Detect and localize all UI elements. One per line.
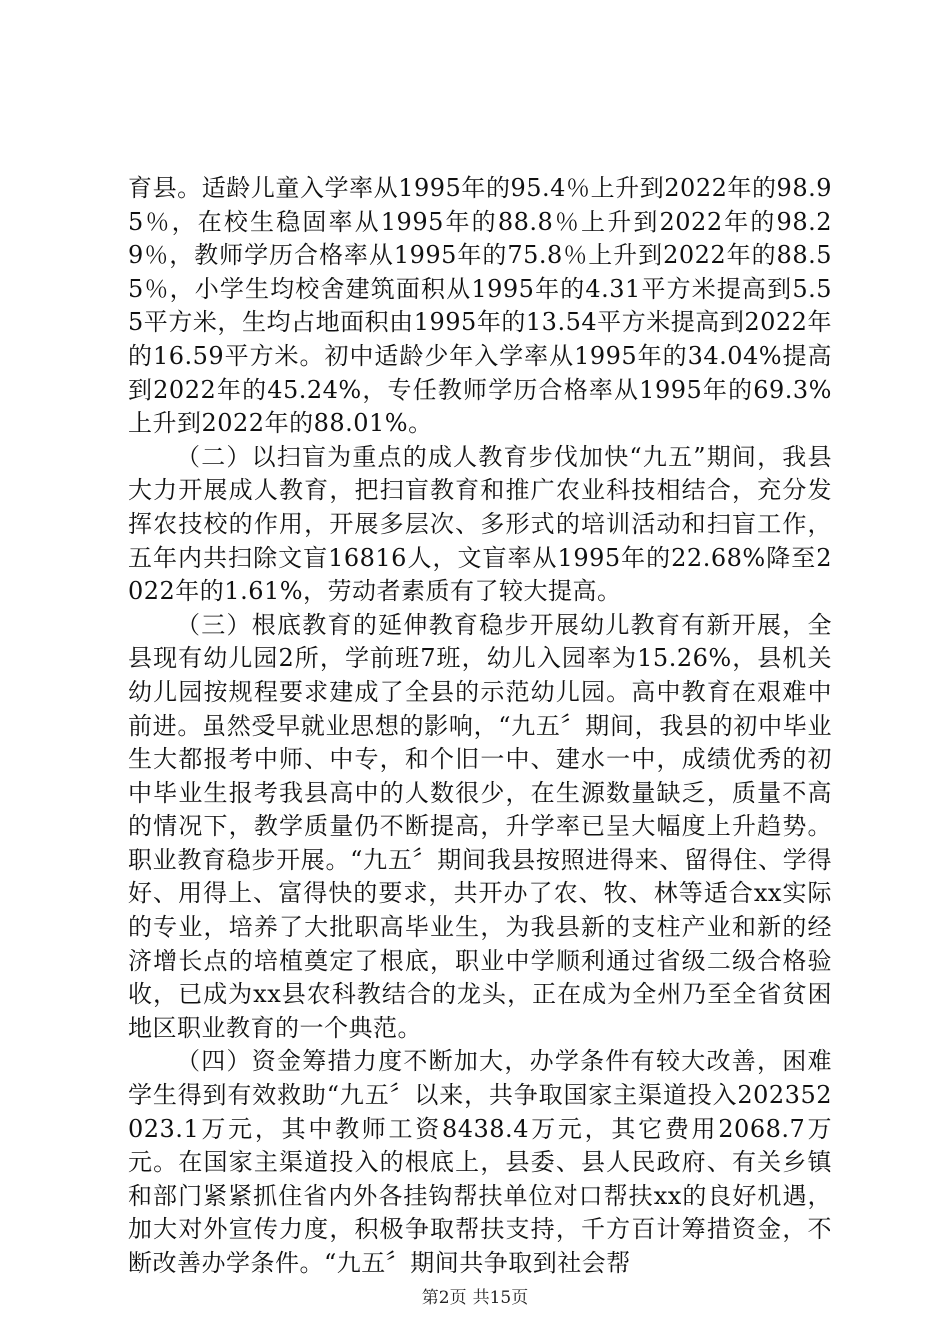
page-footer (0, 1288, 950, 1308)
page-total: 共15页 (472, 1288, 529, 1308)
page-number: 第2页 (421, 1288, 467, 1308)
paragraph-continued: 育县。适龄儿童入学率从1995年的95.4％上升到2022年的98.95％，在校生稳固率从1995年的88.8％上升到2022年的98.29％，教师学历合格率从1995年的75.8％上升到2022年的88.55％，小学生均校舍建筑面积从1995年的4.31平方米提高到5.55平方米，生均占地面积由1995年的13.54平方米提高到2022年的16.59平方米。初中适龄少年入学率从1995年的34.04%提高到2022年的45.24%，专任教师学历合格率从1995年的69.3%上升到2022年的88.01%。 (128, 174, 832, 438)
document-body (128, 172, 832, 1281)
paragraph-extended-education: （三）根底教育的延伸教育稳步开展幼儿教育有新开展，全县现有幼儿园2所，学前班7班，幼儿入园率为15.26%，县机关幼儿园按规程要求建成了全县的示范幼儿园。高中教育在艰难中前进。虽然受早就业思想的影响，“九五〞期间，我县的初中毕业生大都报考中师、中专，和个旧一中、建水一中，成绩优秀的初中毕业生报考我县高中的人数很少，在生源数量缺乏，质量不高的情况下，教学质量仍不断提高，升学率已呈大幅度上升趋势。职业教育稳步开展。“九五〞期间我县按照进得来、留得住、学得好、用得上、富得快的要求，共开办了农、牧、林等适合xx实际的专业，培养了大批职高毕业生，为我县新的支柱产业和新的经济增长点的培植奠定了根底，职业中学顺利通过省级二级合格验收，已成为xx县农科教结合的龙头，正在成为全州乃至全省贫困地区职业教育的一个典范。 (128, 610, 832, 1042)
paragraph-funding: （四）资金筹措力度不断加大，办学条件有较大改善，困难学生得到有效救助“九五〞以来，共争取国家主渠道投入202352023.1万元，其中教师工资8438.4万元，其它费用2068.7万元。在国家主渠道投入的根底上，县委、县人民政府、有关乡镇和部门紧紧抓住省内外各挂钩帮扶单位对口帮扶xx的良好机遇，加大对外宣传力度，积极争取帮扶支持，千方百计筹措资金，不断改善办学条件。“九五〞期间共争取到社会帮 (128, 1047, 832, 1277)
paragraph-adult-education: （二）以扫盲为重点的成人教育步伐加快“九五”期间，我县大力开展成人教育，把扫盲教育和推广农业科技相结合，充分发挥农技校的作用，开展多层次、多形式的培训活动和扫盲工作，五年内共扫除文盲16816人，文盲率从1995年的22.68%降至2022年的1.61%，劳动者素质有了较大提高。 (128, 442, 832, 606)
